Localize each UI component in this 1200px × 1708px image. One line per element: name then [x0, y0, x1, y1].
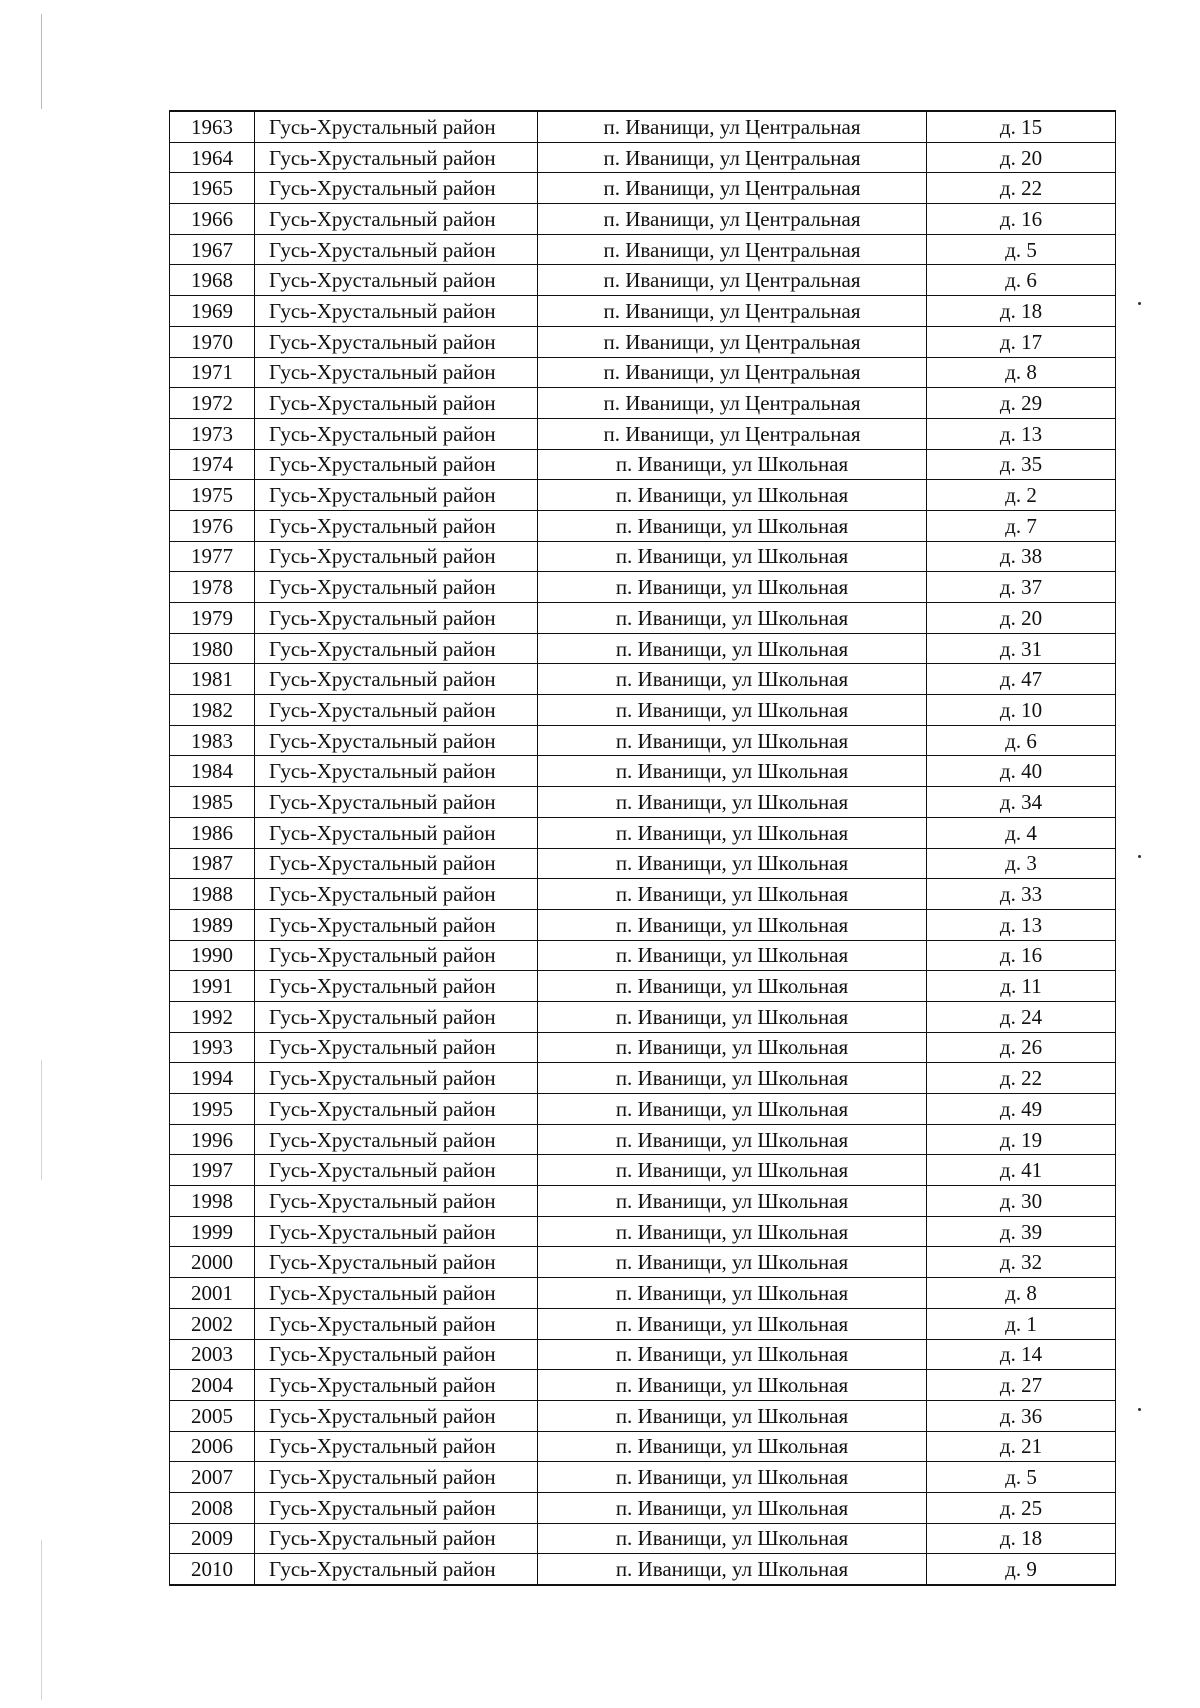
table-row — [170, 1247, 1116, 1278]
district-cell: Гусь-Хрустальный район — [255, 204, 538, 235]
row-number-cell: 1997 — [170, 1155, 255, 1186]
house-number-cell: д. 18 — [927, 296, 1116, 327]
district-cell: Гусь-Хрустальный район — [255, 234, 538, 265]
table-row — [170, 695, 1116, 726]
district-cell: Гусь-Хрустальный район — [255, 664, 538, 695]
address-cell: п. Иванищи, ул Школьная — [538, 1523, 927, 1554]
table-row — [170, 1094, 1116, 1125]
table-row — [170, 603, 1116, 634]
district-cell: Гусь-Хрустальный район — [255, 1278, 538, 1309]
row-number-cell: 1983 — [170, 725, 255, 756]
row-number-cell: 2000 — [170, 1247, 255, 1278]
row-number-cell: 2007 — [170, 1462, 255, 1493]
table-row — [170, 1339, 1116, 1370]
address-cell: п. Иванищи, ул Центральная — [538, 326, 927, 357]
table-row — [170, 204, 1116, 235]
table-row — [170, 971, 1116, 1002]
row-number-cell: 1984 — [170, 756, 255, 787]
address-cell: п. Иванищи, ул Центральная — [538, 296, 927, 327]
table-row — [170, 1032, 1116, 1063]
address-cell: п. Иванищи, ул Школьная — [538, 1462, 927, 1493]
address-cell: п. Иванищи, ул Школьная — [538, 572, 927, 603]
table-row — [170, 1523, 1116, 1554]
district-cell: Гусь-Хрустальный район — [255, 787, 538, 818]
scan-margin-mark — [41, 1540, 42, 1700]
address-cell: п. Иванищи, ул Школьная — [538, 1032, 927, 1063]
address-cell: п. Иванищи, ул Центральная — [538, 111, 927, 142]
table-row — [170, 756, 1116, 787]
district-cell: Гусь-Хрустальный район — [255, 418, 538, 449]
table-row — [170, 111, 1116, 142]
district-cell: Гусь-Хрустальный район — [255, 1523, 538, 1554]
address-cell: п. Иванищи, ул Центральная — [538, 265, 927, 296]
address-cell: п. Иванищи, ул Школьная — [538, 1124, 927, 1155]
table-row — [170, 234, 1116, 265]
row-number-cell: 1970 — [170, 326, 255, 357]
address-cell: п. Иванищи, ул Школьная — [538, 1400, 927, 1431]
row-number-cell: 1975 — [170, 480, 255, 511]
table-row — [170, 725, 1116, 756]
row-number-cell: 1974 — [170, 449, 255, 480]
house-number-cell: д. 4 — [927, 817, 1116, 848]
house-number-cell: д. 16 — [927, 940, 1116, 971]
table-body — [170, 111, 1116, 1585]
district-cell: Гусь-Хрустальный район — [255, 326, 538, 357]
house-number-cell: д. 26 — [927, 1032, 1116, 1063]
district-cell: Гусь-Хрустальный район — [255, 633, 538, 664]
row-number-cell: 1979 — [170, 603, 255, 634]
row-number-cell: 1990 — [170, 940, 255, 971]
table-row — [170, 1554, 1116, 1585]
district-cell: Гусь-Хрустальный район — [255, 1094, 538, 1125]
house-number-cell: д. 36 — [927, 1400, 1116, 1431]
row-number-cell: 1995 — [170, 1094, 255, 1125]
address-cell: п. Иванищи, ул Школьная — [538, 940, 927, 971]
address-cell: п. Иванищи, ул Школьная — [538, 1063, 927, 1094]
table-row — [170, 541, 1116, 572]
table-row — [170, 265, 1116, 296]
house-number-cell: д. 40 — [927, 756, 1116, 787]
table-row — [170, 1001, 1116, 1032]
address-cell: п. Иванищи, ул Центральная — [538, 173, 927, 204]
table-row — [170, 1155, 1116, 1186]
address-cell: п. Иванищи, ул Школьная — [538, 1094, 927, 1125]
row-number-cell: 1973 — [170, 418, 255, 449]
address-cell: п. Иванищи, ул Школьная — [538, 879, 927, 910]
district-cell: Гусь-Хрустальный район — [255, 449, 538, 480]
row-number-cell: 1992 — [170, 1001, 255, 1032]
row-number-cell: 1994 — [170, 1063, 255, 1094]
district-cell: Гусь-Хрустальный район — [255, 1155, 538, 1186]
district-cell: Гусь-Хрустальный район — [255, 879, 538, 910]
house-number-cell: д. 13 — [927, 909, 1116, 940]
table-row — [170, 1400, 1116, 1431]
row-number-cell: 1985 — [170, 787, 255, 818]
row-number-cell: 1968 — [170, 265, 255, 296]
house-number-cell: д. 3 — [927, 848, 1116, 879]
address-cell: п. Иванищи, ул Школьная — [538, 541, 927, 572]
scan-margin-mark — [41, 1060, 42, 1180]
house-number-cell: д. 15 — [927, 111, 1116, 142]
address-cell: п. Иванищи, ул Школьная — [538, 725, 927, 756]
table-row — [170, 879, 1116, 910]
house-number-cell: д. 49 — [927, 1094, 1116, 1125]
row-number-cell: 1989 — [170, 909, 255, 940]
table-row — [170, 940, 1116, 971]
house-number-cell: д. 20 — [927, 142, 1116, 173]
house-number-cell: д. 27 — [927, 1370, 1116, 1401]
district-cell: Гусь-Хрустальный район — [255, 940, 538, 971]
address-cell: п. Иванищи, ул Школьная — [538, 787, 927, 818]
row-number-cell: 1987 — [170, 848, 255, 879]
house-number-cell: д. 8 — [927, 357, 1116, 388]
table-row — [170, 326, 1116, 357]
district-cell: Гусь-Хрустальный район — [255, 541, 538, 572]
house-number-cell: д. 38 — [927, 541, 1116, 572]
address-cell: п. Иванищи, ул Центральная — [538, 142, 927, 173]
address-cell: п. Иванищи, ул Школьная — [538, 1431, 927, 1462]
district-cell: Гусь-Хрустальный район — [255, 756, 538, 787]
district-cell: Гусь-Хрустальный район — [255, 1063, 538, 1094]
house-number-cell: д. 1 — [927, 1308, 1116, 1339]
table-row — [170, 388, 1116, 419]
address-cell: п. Иванищи, ул Центральная — [538, 204, 927, 235]
address-cell: п. Иванищи, ул Школьная — [538, 1308, 927, 1339]
district-cell: Гусь-Хрустальный район — [255, 1400, 538, 1431]
house-number-cell: д. 30 — [927, 1186, 1116, 1217]
row-number-cell: 1971 — [170, 357, 255, 388]
district-cell: Гусь-Хрустальный район — [255, 111, 538, 142]
table-row — [170, 1462, 1116, 1493]
table-row — [170, 1370, 1116, 1401]
district-cell: Гусь-Хрустальный район — [255, 572, 538, 603]
address-cell: п. Иванищи, ул Школьная — [538, 633, 927, 664]
house-number-cell: д. 7 — [927, 510, 1116, 541]
row-number-cell: 1980 — [170, 633, 255, 664]
row-number-cell: 2010 — [170, 1554, 255, 1585]
house-number-cell: д. 39 — [927, 1216, 1116, 1247]
table-row — [170, 1431, 1116, 1462]
table-row — [170, 664, 1116, 695]
table-row — [170, 1216, 1116, 1247]
house-number-cell: д. 10 — [927, 695, 1116, 726]
address-cell: п. Иванищи, ул Школьная — [538, 909, 927, 940]
house-number-cell: д. 21 — [927, 1431, 1116, 1462]
table-row — [170, 1278, 1116, 1309]
row-number-cell: 1972 — [170, 388, 255, 419]
row-number-cell: 1978 — [170, 572, 255, 603]
address-cell: п. Иванищи, ул Центральная — [538, 357, 927, 388]
district-cell: Гусь-Хрустальный район — [255, 1186, 538, 1217]
district-cell: Гусь-Хрустальный район — [255, 296, 538, 327]
district-cell: Гусь-Хрустальный район — [255, 357, 538, 388]
house-number-cell: д. 6 — [927, 725, 1116, 756]
house-number-cell: д. 31 — [927, 633, 1116, 664]
district-cell: Гусь-Хрустальный район — [255, 848, 538, 879]
address-cell: п. Иванищи, ул Центральная — [538, 388, 927, 419]
row-number-cell: 1993 — [170, 1032, 255, 1063]
house-number-cell: д. 9 — [927, 1554, 1116, 1585]
house-number-cell: д. 34 — [927, 787, 1116, 818]
address-cell: п. Иванищи, ул Школьная — [538, 971, 927, 1002]
house-number-cell: д. 19 — [927, 1124, 1116, 1155]
row-number-cell: 1996 — [170, 1124, 255, 1155]
address-cell: п. Иванищи, ул Школьная — [538, 1554, 927, 1585]
table-row — [170, 909, 1116, 940]
house-number-cell: д. 22 — [927, 1063, 1116, 1094]
address-cell: п. Иванищи, ул Школьная — [538, 1155, 927, 1186]
district-cell: Гусь-Хрустальный район — [255, 173, 538, 204]
district-cell: Гусь-Хрустальный район — [255, 695, 538, 726]
district-cell: Гусь-Хрустальный район — [255, 1370, 538, 1401]
district-cell: Гусь-Хрустальный район — [255, 603, 538, 634]
table-row — [170, 787, 1116, 818]
row-number-cell: 2006 — [170, 1431, 255, 1462]
address-cell: п. Иванищи, ул Школьная — [538, 756, 927, 787]
row-number-cell: 2003 — [170, 1339, 255, 1370]
district-cell: Гусь-Хрустальный район — [255, 1216, 538, 1247]
row-number-cell: 1999 — [170, 1216, 255, 1247]
district-cell: Гусь-Хрустальный район — [255, 142, 538, 173]
district-cell: Гусь-Хрустальный район — [255, 725, 538, 756]
address-registry-table — [169, 110, 1116, 1586]
table-row — [170, 510, 1116, 541]
district-cell: Гусь-Хрустальный район — [255, 1462, 538, 1493]
district-cell: Гусь-Хрустальный район — [255, 1001, 538, 1032]
address-cell: п. Иванищи, ул Центральная — [538, 418, 927, 449]
scan-speck — [1138, 855, 1141, 858]
row-number-cell: 2002 — [170, 1308, 255, 1339]
house-number-cell: д. 32 — [927, 1247, 1116, 1278]
district-cell: Гусь-Хрустальный район — [255, 1431, 538, 1462]
table-row — [170, 357, 1116, 388]
row-number-cell: 1977 — [170, 541, 255, 572]
row-number-cell: 1963 — [170, 111, 255, 142]
district-cell: Гусь-Хрустальный район — [255, 971, 538, 1002]
row-number-cell: 2009 — [170, 1523, 255, 1554]
address-cell: п. Иванищи, ул Школьная — [538, 1001, 927, 1032]
district-cell: Гусь-Хрустальный район — [255, 510, 538, 541]
district-cell: Гусь-Хрустальный район — [255, 1032, 538, 1063]
house-number-cell: д. 17 — [927, 326, 1116, 357]
house-number-cell: д. 8 — [927, 1278, 1116, 1309]
scan-speck — [1138, 1408, 1141, 1411]
house-number-cell: д. 11 — [927, 971, 1116, 1002]
address-cell: п. Иванищи, ул Школьная — [538, 1247, 927, 1278]
house-number-cell: д. 14 — [927, 1339, 1116, 1370]
address-cell: п. Иванищи, ул Школьная — [538, 449, 927, 480]
row-number-cell: 1964 — [170, 142, 255, 173]
district-cell: Гусь-Хрустальный район — [255, 265, 538, 296]
district-cell: Гусь-Хрустальный район — [255, 1339, 538, 1370]
house-number-cell: д. 33 — [927, 879, 1116, 910]
house-number-cell: д. 47 — [927, 664, 1116, 695]
row-number-cell: 1967 — [170, 234, 255, 265]
row-number-cell: 1991 — [170, 971, 255, 1002]
row-number-cell: 1969 — [170, 296, 255, 327]
row-number-cell: 1986 — [170, 817, 255, 848]
table-row — [170, 1186, 1116, 1217]
house-number-cell: д. 24 — [927, 1001, 1116, 1032]
house-number-cell: д. 5 — [927, 1462, 1116, 1493]
district-cell: Гусь-Хрустальный район — [255, 817, 538, 848]
table-row — [170, 1308, 1116, 1339]
row-number-cell: 2008 — [170, 1492, 255, 1523]
table-row — [170, 817, 1116, 848]
table-row — [170, 633, 1116, 664]
row-number-cell: 1981 — [170, 664, 255, 695]
table-row — [170, 1124, 1116, 1155]
table-row — [170, 572, 1116, 603]
district-cell: Гусь-Хрустальный район — [255, 1308, 538, 1339]
house-number-cell: д. 2 — [927, 480, 1116, 511]
address-cell: п. Иванищи, ул Школьная — [538, 1492, 927, 1523]
address-cell: п. Иванищи, ул Школьная — [538, 1278, 927, 1309]
house-number-cell: д. 5 — [927, 234, 1116, 265]
scan-speck — [1138, 302, 1141, 305]
district-cell: Гусь-Хрустальный район — [255, 1247, 538, 1278]
house-number-cell: д. 29 — [927, 388, 1116, 419]
table-row — [170, 418, 1116, 449]
table-row — [170, 142, 1116, 173]
row-number-cell: 1982 — [170, 695, 255, 726]
row-number-cell: 2001 — [170, 1278, 255, 1309]
row-number-cell: 1976 — [170, 510, 255, 541]
scan-margin-mark — [41, 14, 42, 109]
address-cell: п. Иванищи, ул Центральная — [538, 234, 927, 265]
house-number-cell: д. 22 — [927, 173, 1116, 204]
address-cell: п. Иванищи, ул Школьная — [538, 603, 927, 634]
address-cell: п. Иванищи, ул Школьная — [538, 848, 927, 879]
district-cell: Гусь-Хрустальный район — [255, 1124, 538, 1155]
table-row — [170, 449, 1116, 480]
house-number-cell: д. 41 — [927, 1155, 1116, 1186]
house-number-cell: д. 37 — [927, 572, 1116, 603]
house-number-cell: д. 13 — [927, 418, 1116, 449]
table-row — [170, 1063, 1116, 1094]
house-number-cell: д. 25 — [927, 1492, 1116, 1523]
district-cell: Гусь-Хрустальный район — [255, 388, 538, 419]
address-cell: п. Иванищи, ул Школьная — [538, 817, 927, 848]
address-cell: п. Иванищи, ул Школьная — [538, 1339, 927, 1370]
table-row — [170, 173, 1116, 204]
table-row — [170, 480, 1116, 511]
house-number-cell: д. 18 — [927, 1523, 1116, 1554]
address-cell: п. Иванищи, ул Школьная — [538, 480, 927, 511]
house-number-cell: д. 35 — [927, 449, 1116, 480]
row-number-cell: 1965 — [170, 173, 255, 204]
row-number-cell: 1988 — [170, 879, 255, 910]
house-number-cell: д. 6 — [927, 265, 1116, 296]
table-row — [170, 296, 1116, 327]
address-cell: п. Иванищи, ул Школьная — [538, 664, 927, 695]
address-cell: п. Иванищи, ул Школьная — [538, 695, 927, 726]
table-row — [170, 1492, 1116, 1523]
row-number-cell: 2004 — [170, 1370, 255, 1401]
row-number-cell: 1998 — [170, 1186, 255, 1217]
address-cell: п. Иванищи, ул Школьная — [538, 510, 927, 541]
house-number-cell: д. 16 — [927, 204, 1116, 235]
house-number-cell: д. 20 — [927, 603, 1116, 634]
address-cell: п. Иванищи, ул Школьная — [538, 1186, 927, 1217]
address-cell: п. Иванищи, ул Школьная — [538, 1370, 927, 1401]
row-number-cell: 1966 — [170, 204, 255, 235]
row-number-cell: 2005 — [170, 1400, 255, 1431]
address-cell: п. Иванищи, ул Школьная — [538, 1216, 927, 1247]
district-cell: Гусь-Хрустальный район — [255, 480, 538, 511]
district-cell: Гусь-Хрустальный район — [255, 909, 538, 940]
district-cell: Гусь-Хрустальный район — [255, 1492, 538, 1523]
table-row — [170, 848, 1116, 879]
district-cell: Гусь-Хрустальный район — [255, 1554, 538, 1585]
